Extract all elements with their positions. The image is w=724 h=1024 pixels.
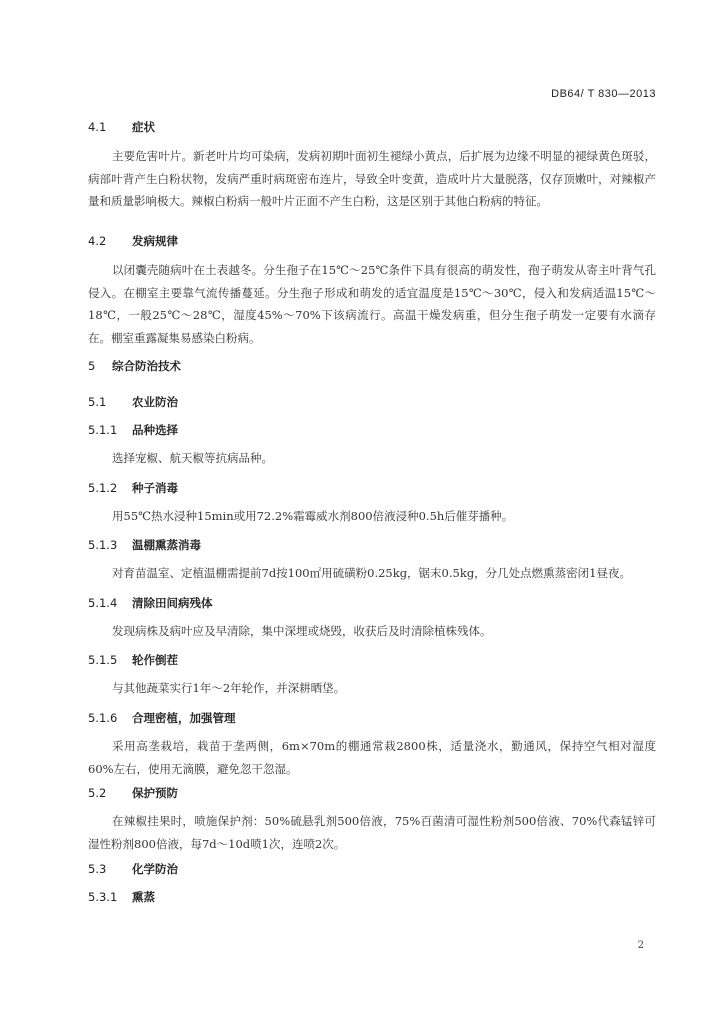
heading-number: 5.3 — [88, 862, 107, 876]
paragraph-residue-removal: 发现病株及病叶应及早清除，集中深埋或烧毁，收获后及时清除植株残体。 — [112, 624, 492, 638]
heading-title: 熏蒸 — [132, 890, 156, 904]
heading-5-3-1 — [88, 889, 155, 905]
heading-5-3 — [88, 861, 178, 877]
heading-title: 轮作倒茬 — [132, 653, 179, 667]
paragraph-fumigation: 对育苗温室、定植温棚需提前7d按100㎡用硫磺粉0.25kg，锯末0.5kg，分几处点燃熏蒸密闭1昼夜。 — [112, 566, 631, 580]
paragraph-disease-pattern: 以闭囊壳随病叶在土表越冬。分生孢子在15℃～25℃条件下具有很高的萌发性，孢子萌发从寄主叶背气孔侵入。在棚室主要靠气流传播蔓延。分生孢子形成和萌发的适宜温度是15℃～30℃，侵入和发病适温15℃～18℃，一般25℃～28℃，湿度45%～70%下该病流行。高温干燥发病重，但分生孢子萌发一定要有水滴存在。棚室重露凝集易感染白粉病。 — [88, 263, 656, 345]
heading-number: 5.1.1 — [88, 423, 118, 437]
heading-number: 5.1 — [88, 395, 107, 409]
heading-number: 5.1.5 — [88, 653, 118, 667]
heading-4-1 — [88, 119, 155, 135]
heading-title: 化学防治 — [132, 862, 179, 876]
heading-number: 4.1 — [88, 120, 107, 134]
heading-title: 农业防治 — [132, 395, 179, 409]
heading-title: 温棚熏蒸消毒 — [132, 538, 202, 552]
paragraph-variety-selection: 选择宠椒、航天椒等抗病品种。 — [112, 451, 273, 465]
heading-4-2 — [88, 233, 178, 249]
heading-number: 5.1.3 — [88, 538, 118, 552]
heading-5-1-4 — [88, 595, 213, 611]
heading-5-1-6 — [88, 710, 236, 726]
heading-title: 合理密植，加强管理 — [132, 711, 236, 725]
heading-number: 5.1.6 — [88, 711, 118, 725]
page-number: 2 — [637, 940, 644, 951]
paragraph-protection: 在辣椒挂果时，喷施保护剂：50%硫悬乳剂500倍液，75%百菌清可湿性粉剂500倍液、70%代森锰锌可湿性粉剂800倍液，每7d～10d喷1次，连喷2次。 — [88, 814, 656, 851]
heading-title: 种子消毒 — [132, 481, 179, 495]
heading-5-2 — [88, 785, 178, 801]
heading-5-1-1 — [88, 422, 178, 438]
paragraph-crop-rotation: 与其他蔬菜实行1年～2年轮作，并深耕晒垡。 — [112, 681, 346, 695]
heading-5-1-5 — [88, 652, 178, 668]
heading-number: 5.2 — [88, 786, 107, 800]
heading-title: 保护预防 — [132, 786, 179, 800]
heading-title: 清除田间病残体 — [132, 596, 213, 610]
heading-5-1 — [88, 394, 178, 410]
paragraph-seed-disinfection: 用55℃热水浸种15min或用72.2%霜霉威水剂800倍液浸种0.5h后催芽播种。 — [112, 509, 514, 523]
heading-5-1-3 — [88, 537, 201, 553]
paragraph-symptoms: 主要危害叶片。新老叶片均可染病，发病初期叶面初生褪绿小黄点，后扩展为边缘不明显的褪绿黄色斑驳，病部叶背产生白粉状物，发病严重时病斑密布连片，导致全叶变黄，造成叶片大量脱落，仅存顶嫩叶，对辣椒产量和质量影响极大。辣椒白粉病一般叶片正面不产生白粉，这是区别于其他白粉病的特征。 — [88, 149, 656, 208]
paragraph-planting-management: 采用高垄栽培，栽苗于垄两侧，6m×70m的棚通常栽2800株，适量浇水，勤通风，保持空气相对湿度60%左右，使用无滴膜，避免忽干忽湿。 — [88, 739, 656, 776]
heading-number: 5.1.2 — [88, 481, 118, 495]
heading-number: 4.2 — [88, 234, 107, 248]
heading-number: 5.1.4 — [88, 596, 118, 610]
heading-title: 发病规律 — [132, 234, 179, 248]
heading-5-1-2 — [88, 480, 178, 496]
heading-title: 症状 — [132, 120, 156, 134]
heading-number: 5.3.1 — [88, 890, 118, 904]
heading-number: 5 — [88, 359, 96, 373]
heading-title: 综合防治技术 — [112, 359, 182, 373]
heading-title: 品种选择 — [132, 423, 179, 437]
standard-code: DB64/ T 830—2013 — [551, 88, 656, 100]
heading-5 — [88, 358, 181, 374]
